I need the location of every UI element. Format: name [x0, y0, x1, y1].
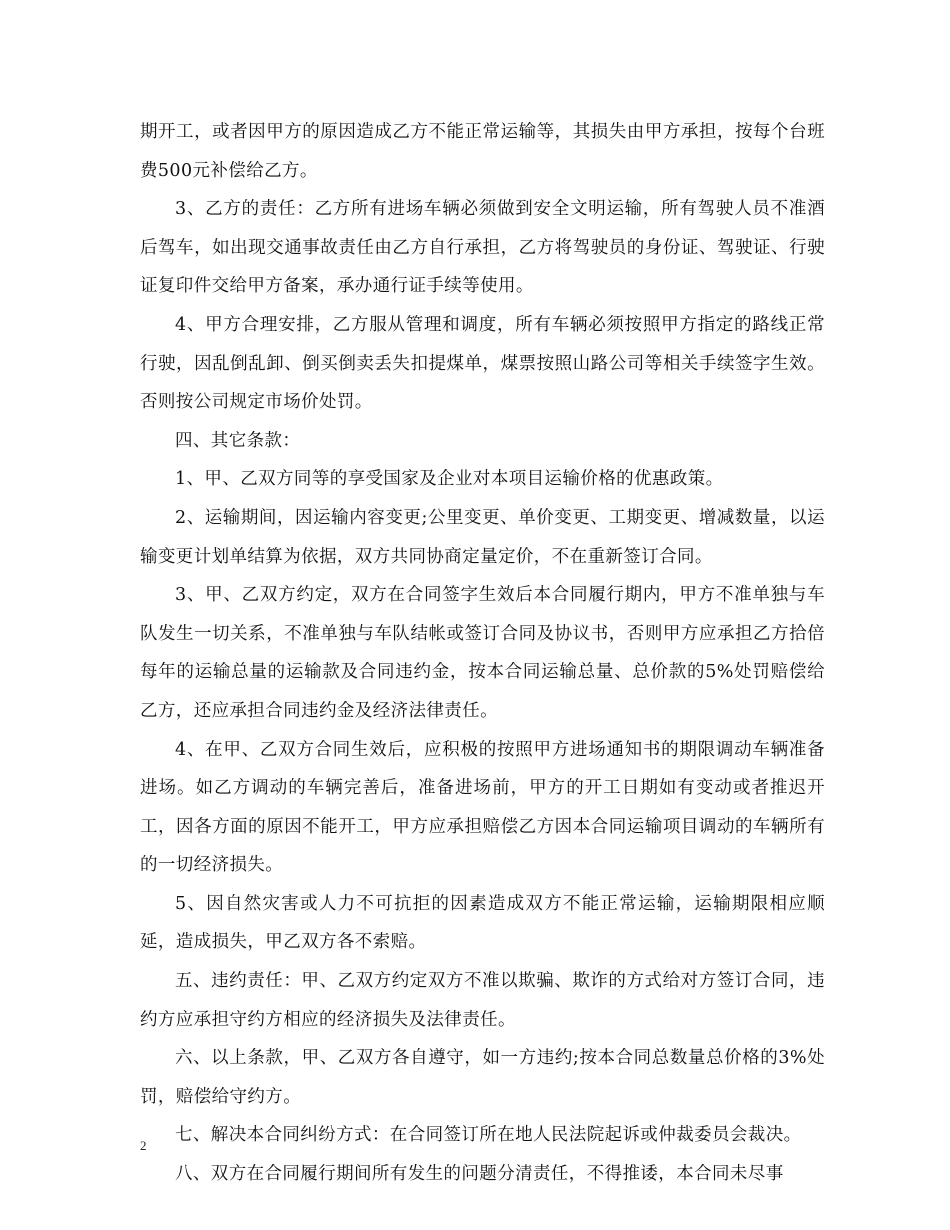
section-heading: 四、其它条款：	[175, 430, 301, 451]
paragraph: 七、解决本合同纠纷方式：在合同签订所在地人民法院起诉或仲裁委员会裁决。	[175, 1125, 802, 1146]
paragraph: 4、甲方合理安排，乙方服从管理和调度，所有车辆必须按照甲方指定的路线正常行驶，因乱倒乱卸、倒买倒卖丢失扣提煤单，煤票按照山路公司等相关手续签字生效。否则按公司规定市场价处罚。	[140, 314, 825, 413]
paragraph: 五、违约责任：甲、乙双方约定双方不准以欺骗、欺诈的方式给对方签订合同，违约方应承担守约方相应的经济损失及法律责任。	[140, 971, 825, 1030]
paragraph: 期开工，或者因甲方的原因造成乙方不能正常运输等，其损失由甲方承担，按每个台班费500元补偿给乙方。	[140, 122, 825, 181]
paragraph: 2、运输期间，因运输内容变更;公里变更、单价变更、工期变更、增减数量，以运输变更计划单结算为依据，双方共同协商定量定价，不在重新签订合同。	[140, 507, 825, 567]
paragraph: 5、因自然灾害或人力不可抗拒的因素造成双方不能正常运输，运输期限相应顺延，造成损失，甲乙双方各不索赔。	[140, 893, 825, 953]
paragraph: 六、以上条款，甲、乙双方各自遵守，如一方违约;按本合同总数量总价格的3%处罚，赔偿给守约方。	[140, 1048, 825, 1107]
paragraph: 八、双方在合同履行期间所有发生的问题分清责任，不得推诿，本合同未尽事	[175, 1164, 784, 1185]
paragraph: 3、乙方的责任：乙方所有进场车辆必须做到安全文明运输，所有驾驶人员不准酒后驾车，如出现交通事故责任由乙方自行承担，乙方将驾驶员的身份证、驾驶证、行驶证复印件交给甲方备案，承办通行证手续等使用。	[140, 199, 825, 297]
paragraph: 4、在甲、乙双方合同生效后，应积极的按照甲方进场通知书的期限调动车辆准备进场。如乙方调动的车辆完善后，准备进场前，甲方的开工日期如有变动或者推迟开工，因各方面的原因不能开工，甲方应承担赔偿乙方因本合同运输项目调动的车辆所有的一切经济损失。	[140, 739, 825, 876]
paragraph: 1、甲、乙双方同等的享受国家及企业对本项目运输价格的优惠政策。	[175, 469, 724, 490]
paragraph: 3、甲、乙双方约定，双方在合同签字生效后本合同履行期内，甲方不准单独与车队发生一切关系，不准单独与车队结帐或签订合同及协议书，否则甲方应承担乙方拾倍每年的运输总量的运输款及合同违约金，按本合同运输总量、总价款的5%处罚赔偿给乙方，还应承担合同违约金及经济法律责任。	[140, 585, 825, 721]
page-number: 2	[140, 1138, 147, 1153]
document-body	[140, 113, 825, 1194]
